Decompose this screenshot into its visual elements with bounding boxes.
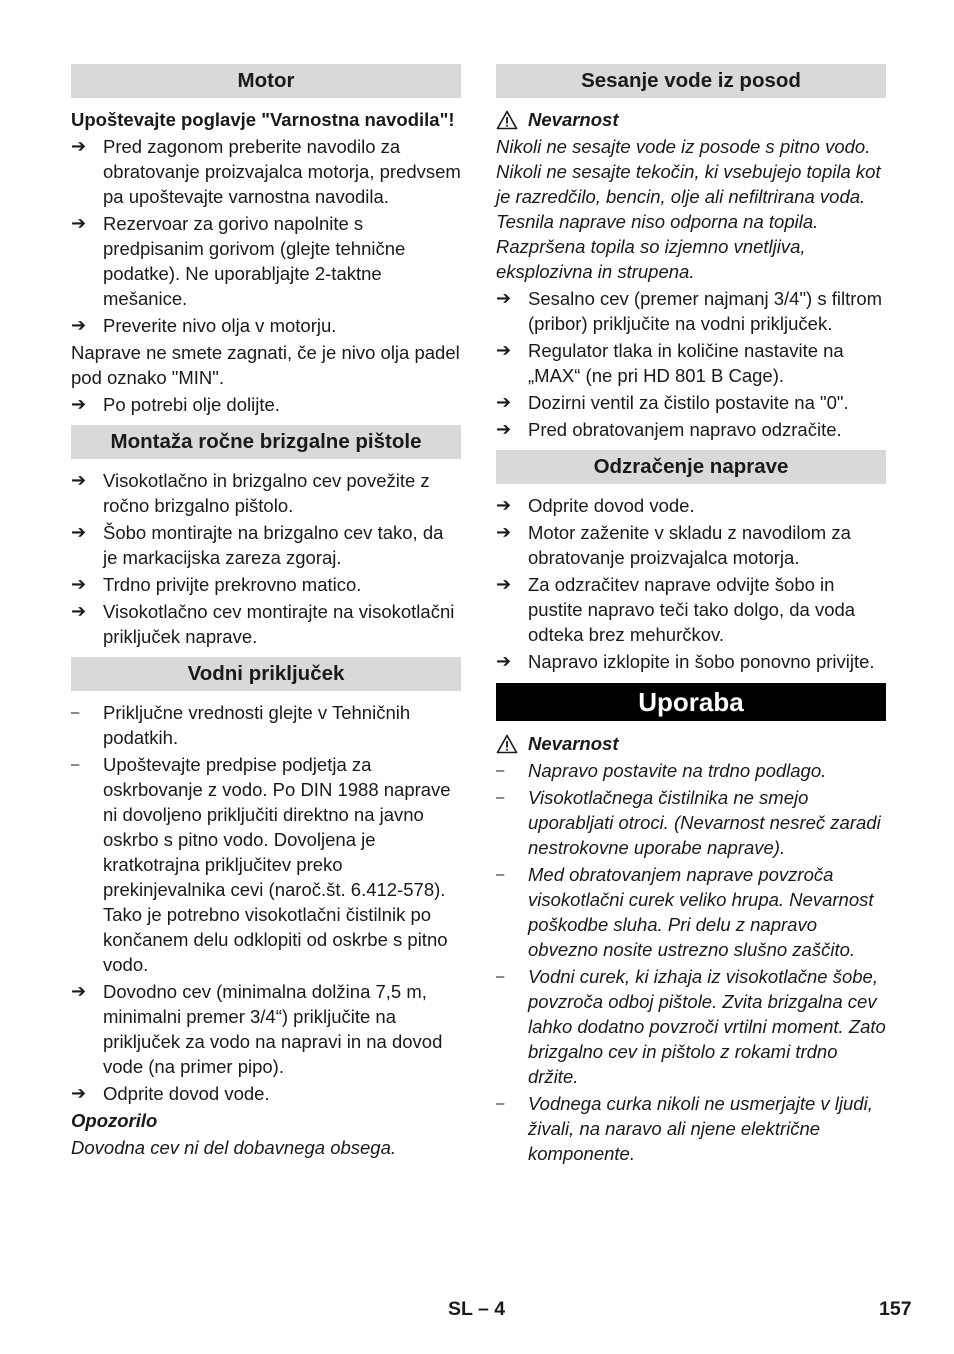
- list-item: ➔ Visokotlačno in brizgalno cev povežite z ročno brizgalno pištolo.: [71, 470, 430, 516]
- list-item: – Napravo postavite na trdno podlago.: [496, 760, 827, 781]
- list-item: – Priključne vrednosti glejte v Tehničnih podatkih.: [71, 702, 411, 748]
- list-item: ➔ Sesalno cev (premer najmanj 3/4") s filtrom (pribor) priključite na vodni priključek.: [496, 288, 883, 334]
- list-item: ➔ Po potrebi olje dolijte.: [71, 394, 280, 415]
- list-item: ➔ Za odzračitev naprave odvijte šobo in pustite napravo teči tako dolgo, da voda odteka brez mehurčkov.: [496, 574, 856, 645]
- warning-triangle-icon: [496, 734, 518, 754]
- list-item: – Vodni curek, ki izhaja iz visokotlačne šobe, povzroča odboj pištole. Zvita brizgalna cev lahko dodatno povzroči vrtilni moment. Zato brizgalno cev in pištolo z rokami trdno držite.: [496, 966, 886, 1087]
- arrow-icon: ➔: [71, 1083, 87, 1103]
- list-item: ➔ Preverite nivo olja v motorju.: [71, 315, 337, 336]
- arrow-icon: ➔: [71, 213, 87, 233]
- list-item: ➔ Napravo izklopite in šobo ponovno privijte.: [496, 651, 875, 672]
- arrow-icon: ➔: [496, 392, 512, 412]
- arrow-icon: ➔: [71, 136, 87, 156]
- arrow-icon: ➔: [71, 315, 87, 335]
- arrow-icon: ➔: [71, 601, 87, 621]
- list-item: ➔ Rezervoar za gorivo napolnite s predpisanim gorivom (glejte tehnične podatke). Ne uporabljajte 2-taktne mešanice.: [71, 213, 406, 309]
- arrow-icon: ➔: [71, 394, 87, 414]
- arrow-icon: ➔: [496, 495, 512, 515]
- list-item: ➔ Visokotlačno cev montirajte na visokotlačni priključek naprave.: [71, 601, 455, 647]
- section-title-vent: Odzračenje naprave: [496, 450, 886, 484]
- list-item: ➔ Dovodno cev (minimalna dolžina 7,5 m, minimalni premer 3/4“) priključite na priključek za vodo na napravi in na dovod vode (na primer pipo).: [71, 981, 443, 1077]
- dash-bullet: –: [496, 1095, 505, 1112]
- arrow-icon: ➔: [496, 522, 512, 542]
- list-item: ➔ Dozirni ventil za čistilo postavite na "0".: [496, 392, 849, 413]
- arrow-icon: ➔: [496, 340, 512, 360]
- arrow-icon: ➔: [71, 981, 87, 1001]
- dash-bullet: –: [496, 762, 505, 779]
- section-title-water: Vodni priključek: [71, 657, 461, 691]
- list-item: – Visokotlačnega čistilnika ne smejo uporabljati otroci. (Nevarnost nesreč zaradi nestrokovne uporabe naprave).: [496, 787, 881, 858]
- arrow-icon: ➔: [496, 419, 512, 439]
- left-column: [71, 64, 461, 1162]
- arrow-icon: ➔: [496, 574, 512, 594]
- list-item: – Vodnega curka nikoli ne usmerjajte v ljudi, živali, na naravo ali njene električne komponente.: [496, 1093, 873, 1164]
- list-item: ➔ Motor zaženite v skladu z navodilom za obratovanje proizvajalca motorja.: [496, 522, 851, 568]
- motor-oil-paragraph: Naprave ne smete zagnati, če je nivo olja padel pod oznako "MIN".: [71, 342, 460, 388]
- dash-bullet: –: [496, 968, 505, 985]
- dash-bullet: –: [496, 866, 505, 883]
- chapter-title-usage: Uporaba: [496, 683, 886, 721]
- arrow-icon: ➔: [496, 651, 512, 671]
- list-item: ➔ Šobo montirajte na brizgalno cev tako, da je markacijska zareza zgoraj.: [71, 522, 444, 568]
- list-item: ➔ Pred zagonom preberite navodilo za obratovanje proizvajalca motorja, predvsem pa upoštevajte varnostna navodila.: [71, 136, 461, 207]
- dash-bullet: –: [71, 756, 80, 773]
- arrow-icon: ➔: [71, 470, 87, 490]
- list-item: ➔ Odprite dovod vode.: [71, 1083, 270, 1104]
- list-item: ➔ Trdno privijte prekrovno matico.: [71, 574, 362, 595]
- arrow-icon: ➔: [71, 522, 87, 542]
- list-item: ➔ Regulator tlaka in količine nastavite na „MAX“ (ne pri HD 801 B Cage).: [496, 340, 844, 386]
- section-title-suction: Sesanje vode iz posod: [496, 64, 886, 98]
- dash-bullet: –: [496, 789, 505, 806]
- section-title-motor: Motor: [71, 64, 461, 98]
- list-item: – Med obratovanjem naprave povzroča visokotlačni curek veliko hrupa. Nevarnost poškodbe sluha. Pri delu z napravo obvezno nosite ustrezno slušno zaščito.: [496, 864, 874, 960]
- suction-warning-text: Nikoli ne sesajte vode iz posode s pitno vodo. Nikoli ne sesajte tekočin, ki vsebujejo topila kot je razredčilo, bencin, olje ali nefiltrirana voda. Tesnila naprave niso odporna na topila. Razpršena topila so izjemno vnetljiva, eksplozivna in strupena.: [496, 136, 881, 282]
- dash-bullet: –: [71, 704, 80, 721]
- list-item: ➔ Pred obratovanjem napravo odzračite.: [496, 419, 842, 440]
- right-column: [496, 64, 886, 1168]
- warning-triangle-icon: [496, 110, 518, 130]
- footer-page-number: 157: [879, 1298, 912, 1320]
- water-note-text: Dovodna cev ni del dobavnega obsega.: [71, 1137, 397, 1158]
- arrow-icon: ➔: [71, 574, 87, 594]
- section-title-gun: Montaža ročne brizgalne pištole: [71, 425, 461, 459]
- arrow-icon: ➔: [496, 288, 512, 308]
- list-item: ➔ Odprite dovod vode.: [496, 495, 695, 516]
- footer-language-page: SL – 4: [448, 1298, 506, 1320]
- motor-safety-note: Upoštevajte poglavje "Varnostna navodila"!: [71, 109, 455, 130]
- water-note-title: Opozorilo: [71, 1110, 158, 1131]
- warning-heading: Nevarnost: [496, 731, 886, 756]
- list-item: – Upoštevajte predpise podjetja za oskrbovanje z vodo. Po DIN 1988 naprave ni dovoljeno priključiti direktno na javno oskrbo s pitno vodo. Dovoljena je kratkotrajna priključitev preko prekinjevalnika cevi (naroč.št. 6.412-578). Tako je potrebno visokotlačni čistilnik po končanem delu odklopiti od oskrbe s pitno vodo.: [71, 754, 451, 975]
- warning-heading: Nevarnost: [496, 107, 886, 132]
